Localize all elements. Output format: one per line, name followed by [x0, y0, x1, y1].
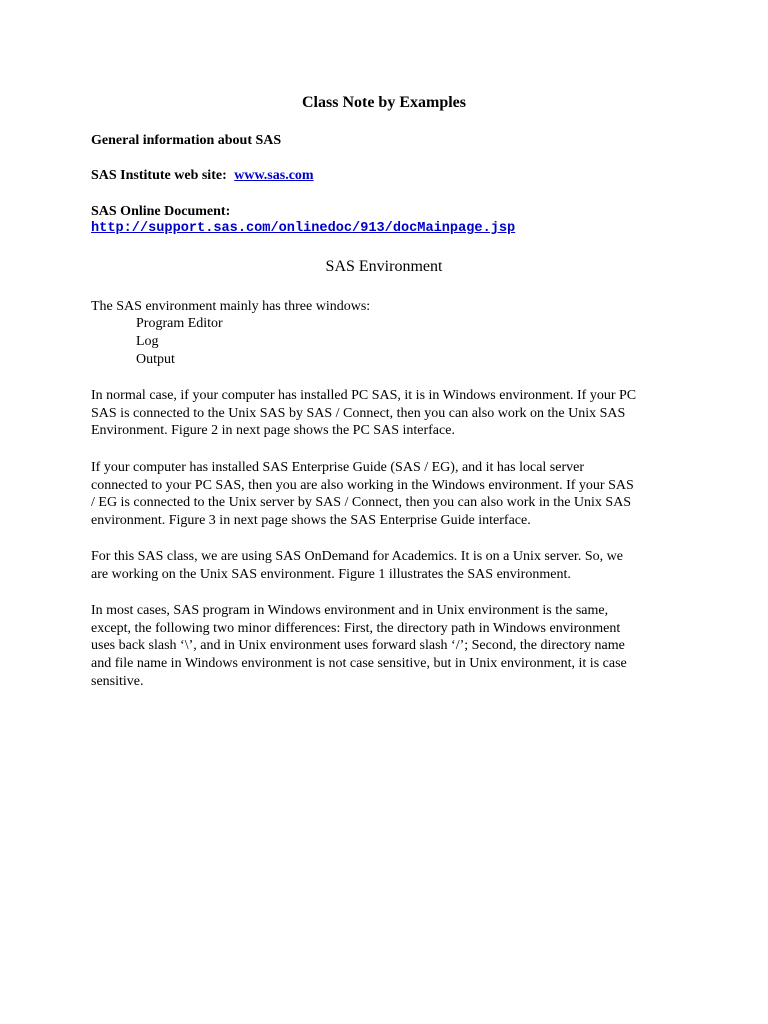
- page-title: Class Note by Examples: [301, 94, 466, 111]
- paragraph-line: For this SAS class, we are using SAS OnDemand for Academics. It is on a Unix server. So, we: [91, 549, 623, 564]
- paragraph-line: except, the following two minor differences: First, the directory path in Windows environment: [91, 620, 621, 636]
- institute-label: SAS Institute web site:: [91, 168, 227, 183]
- paragraph-line: and file name in Windows environment is not case sensitive, but in Unix environment, it is case: [91, 656, 627, 672]
- paragraph-line: In normal case, if your computer has installed PC SAS, it is in Windows environment. If your PC: [91, 388, 637, 403]
- online-doc-label: SAS Online Document:: [91, 204, 231, 219]
- paragraph-pc-sas: [91, 387, 691, 440]
- institute-line: [91, 168, 314, 184]
- paragraph-line: Environment. Figure 2 in next page shows the PC SAS interface.: [91, 423, 455, 439]
- paragraph-line: SAS is connected to the Unix SAS by SAS / Connect, then you can also work on the Unix SAS: [91, 405, 626, 421]
- window-item-output: Output: [136, 352, 175, 367]
- institute-link[interactable]: www.sas.com: [234, 168, 314, 183]
- paragraph-ondemand: [91, 548, 691, 583]
- paragraph-enterprise-guide: [91, 459, 691, 530]
- section-heading: SAS Environment: [325, 258, 443, 275]
- general-info-heading: General information about SAS: [91, 133, 282, 148]
- window-item-log: Log: [136, 334, 159, 349]
- paragraph-line: If your computer has installed SAS Enterprise Guide (SAS / EG), and it has local server: [91, 460, 585, 475]
- paragraph-differences: [91, 602, 691, 691]
- paragraph-line: In most cases, SAS program in Windows environment and in Unix environment is the same,: [91, 603, 609, 618]
- paragraph-line: connected to your PC SAS, then you are also working in the Windows environment. If your SAS: [91, 477, 634, 493]
- paragraph-line: environment. Figure 3 in next page shows the SAS Enterprise Guide interface.: [91, 513, 531, 529]
- intro-line: The SAS environment mainly has three windows:: [91, 299, 371, 314]
- paragraph-line: are working on the Unix SAS environment. Figure 1 illustrates the SAS environment.: [91, 566, 571, 582]
- window-item-program-editor: Program Editor: [136, 316, 223, 331]
- paragraph-line: uses back slash ‘\’, and in Unix environment uses forward slash ‘/’; Second, the directory name: [91, 638, 625, 654]
- online-doc-link[interactable]: http://support.sas.com/onlinedoc/913/docMainpage.jsp: [91, 221, 516, 236]
- paragraph-line: / EG is connected to the Unix server by SAS / Connect, then you can also work in the Unix SAS: [91, 495, 632, 511]
- paragraph-line: sensitive.: [91, 673, 144, 689]
